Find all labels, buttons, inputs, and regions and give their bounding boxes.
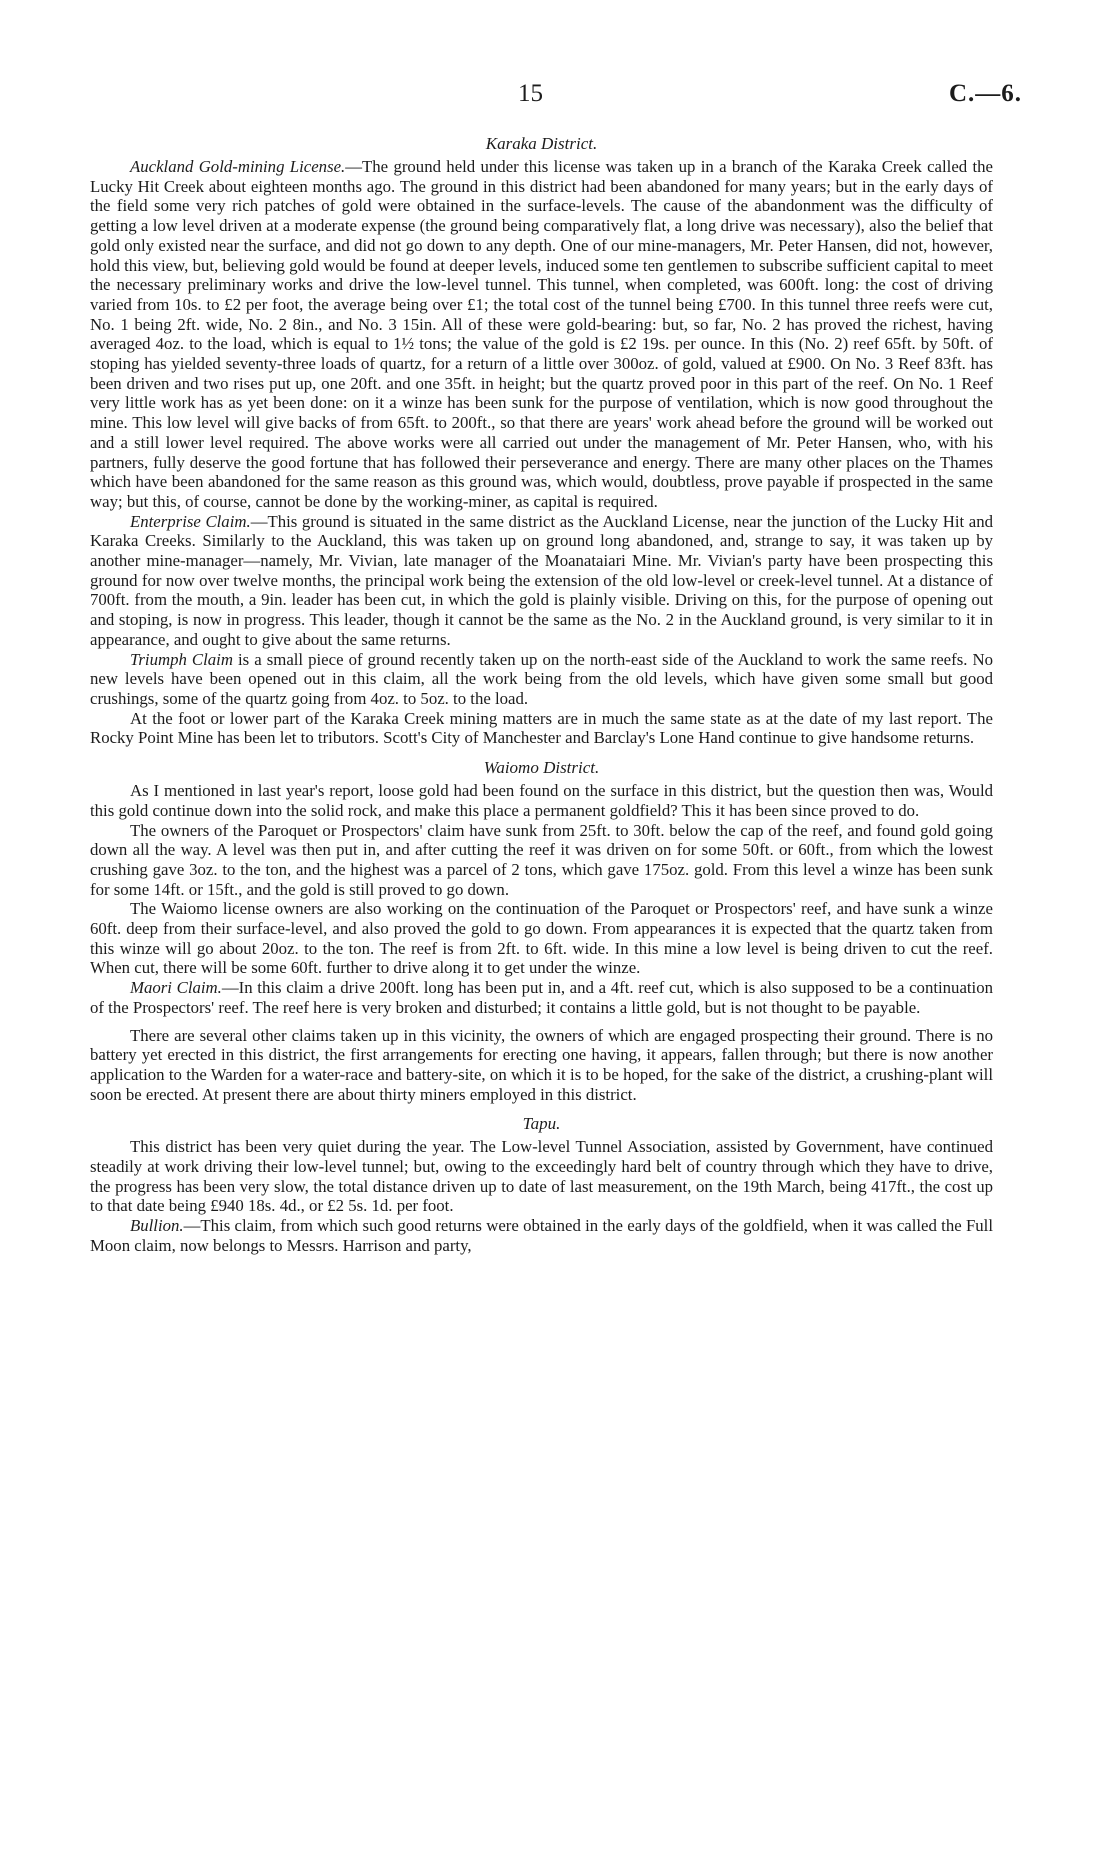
paragraph: There are several other claims taken up in this vicinity, the owners of which are engaged prospecting their ground. There is no battery yet erected in this district, the first arrangements for erecting one having, it appears, fallen through; but there is now another application to the Warden for a water-race and battery-site, on which it is to be hoped, for the sake of the district, a crushing-plant will soon be erected. At present there are about thirty miners employed in this district. (90, 1025, 993, 1104)
paragraph-lead: Bullion. (130, 1216, 184, 1236)
paragraph-lead: Triumph Claim (130, 649, 233, 669)
paragraph: As I mentioned in last year's report, loose gold had been found on the surface in this district, but the question then was, Would this gold continue down into the solid rock, and make this place a permanent goldfield? This it has been since proved to do. (90, 781, 993, 820)
paragraph-text: —This ground is situated in the same district as the Auckland License, near the junction of the Lucky Hit and Karaka Creeks. Similarly to the Auckland, this was taken up on ground long abandoned, and, strange to say, it was taken up by another mine-manager—namely, Mr. Vivian, late manager of the Moanataiari Mine. Mr. Vivian's party have been prospecting this ground for now over twelve months, the principal work being the extension of the old low-level or creek-level tunnel. At a distance of 700ft. from the mouth, a 9in. leader has been cut, in which the gold is plainly visible. Driving on this, for the purpose of opening out and stoping, is now in progress. This leader, though it cannot be the same as the No. 2 in the Auckland ground, is very similar to it in appearance, and ought to give about the same returns. (90, 511, 994, 649)
paragraph (90, 1216, 993, 1255)
paragraph (90, 157, 993, 512)
paragraph-text: —The ground held under this license was taken up in a branch of the Karaka Creek called the Lucky Hit Creek about eighteen months ago. The ground in this district had been abandoned for many years; but in the early days of the field some very rich patches of gold were obtained in the surface-levels. The cause of the abandonment was the difficulty of getting a low level driven at a moderate expense (the ground being comparatively flat, a long drive was necessary), also the belief that gold only existed near the surface, and did not go down to any depth. One of our mine-managers, Mr. Peter Hansen, did not, however, hold this view, but, believing gold would be found at deeper levels, induced some ten gentlemen to subscribe sufficient capital to meet the necessary preliminary works and drive the low-level tunnel. This tunnel, when completed, was 600ft. long: the cost of driving varied from 10s. to £2 per foot, the average being over £1; the total cost of the tunnel being £700. In this tunnel three reefs were cut, No. 1 being 2ft. wide, No. 2 8in., and No. 3 15in. All of these were gold-bearing: but, so far, No. 2 has proved the richest, having averaged 4oz. to the load, which is equal to 1½ tons; the value of the gold is £2 19s. per ounce. In this (No. 2) reef 65ft. by 50ft. of stoping has yielded seventy-three loads of quartz, for a return of a little over 300oz. of gold, valued at £900. On No. 3 Reef 83ft. has been driven and two rises put up, one 20ft. and one 35ft. in height; but the quartz proved poor in this part of the reef. On No. 1 Reef very little work has as yet been done: on it a winze has been sunk for the purpose of ventilation, which is now good throughout the mine. This low level will give backs of from 65ft. to 200ft., so that there are years' work ahead before the ground will be worked out and a still lower level required. The above works were all carried out under the management of Mr. Peter Hansen, who, with his partners, fully deserve the good fortune that has followed their perseverance and energy. There are many other places on the Thames which have been abandoned for the same reason as this ground was, which would, doubtless, prove payable if prospected in the same way; but this, of course, cannot be done by the working-miner, as capital is required. (90, 157, 993, 511)
paragraph (90, 978, 993, 1017)
page-number: 15 (518, 80, 543, 107)
paragraph: The owners of the Paroquet or Prospectors' claim have sunk from 25ft. to 30ft. below the cap of the reef, and found gold going down all the way. A level was then put in, and after cutting the reef it was driven on for some 50ft. or 60ft., from which the lowest crushing gave 3oz. to the ton, and the highest was a parcel of 2 tons, which gave 175oz. gold. From this level a winze has been sunk for some 14ft. or 15ft., and the gold is still proved to go down. (90, 820, 993, 899)
document-body (90, 130, 993, 1256)
section-heading-tapu: Tapu. (522, 1114, 561, 1134)
paragraph: At the foot or lower part of the Karaka Creek mining matters are in much the same state as at the date of my last report. The Rocky Point Mine has been let to tributors. Scott's City of Manchester and Barclay's Lone Hand continue to give handsome returns. (90, 708, 993, 748)
paragraph-lead: Auckland Gold-mining License. (130, 157, 346, 176)
paragraph (90, 650, 993, 709)
paragraph: The Waiomo license owners are also working on the continuation of the Paroquet or Prospectors' reef, and have sunk a winze 60ft. deep from their surface-level, and also proved the gold to go down. From appearances it is expected that the quartz taken from this winze will go about 20oz. to the ton. The reef is from 2ft. to 6ft. wide. In this mine a low level is being driven to cut the reef. When cut, there will be some 60ft. further to drive along it to get under the winze. (90, 899, 993, 978)
paragraph-lead: Enterprise Claim. (130, 511, 251, 531)
section-heading-karaka: Karaka District. (485, 134, 598, 153)
paragraph-text: —This claim, from which such good returns were obtained in the early days of the goldfield, when it was called the Full Moon claim, now belongs to Messrs. Harrison and party, (90, 1216, 993, 1255)
paragraph: This district has been very quiet during the year. The Low-level Tunnel Association, assisted by Government, have continued steadily at work driving their low-level tunnel; but, owing to the exceedingly hard belt of country through which they have to drive, the progress has been very slow, the total distance driven up to date of last measurement, on the 19th March, being 417ft., the cost up to that date being £940 18s. 4d., or £2 5s. 1d. per foot. (90, 1137, 993, 1216)
page-header (0, 80, 1114, 110)
paragraph-text: is a small piece of ground recently taken up on the north-east side of the Auckland to work the same reefs. No new levels have been opened out in this claim, all the work being from the old levels, which have given some small but good crushings, some of the quartz going from 4oz. to 5oz. to the load. (90, 649, 993, 708)
paragraph-lead: Maori Claim. (130, 978, 222, 998)
section-heading-waiomo: Waiomo District. (483, 758, 600, 778)
document-code: C.—6. (948, 80, 1022, 107)
paragraph-text: —In this claim a drive 200ft. long has been put in, and a 4ft. reef cut, which is also supposed to be a continuation of the Prospectors' reef. The reef here is very broken and disturbed; it contains a little gold, but is not thought to be payable. (90, 978, 994, 1017)
paragraph (90, 512, 993, 650)
